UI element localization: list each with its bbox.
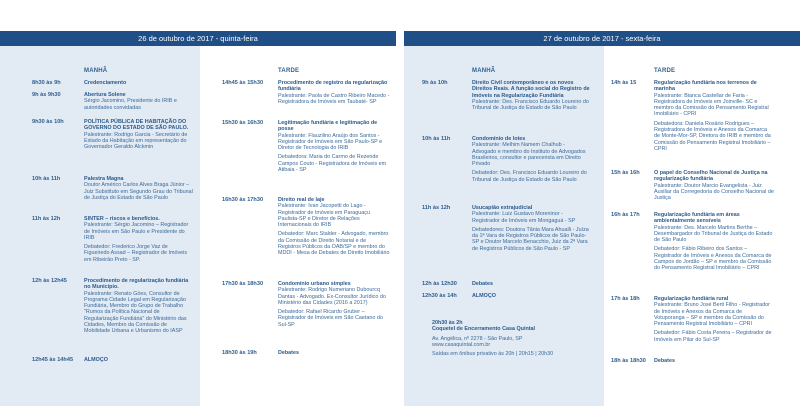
slot-time: 11h às 12h — [32, 216, 61, 222]
slot-description: Debatedores: Doutora Tânia Mara Ahualli - Juíza da 1ª Vara de Registros Públicos de São Paulo-SP e Doutor Marcelo Benacchio, Juiz da 2ª Vara de Registros Públicos de São Paulo - SP — [472, 226, 589, 252]
day2-afternoon-title: TARDE — [654, 68, 676, 74]
slot-title: Condomínio urbano simples — [278, 281, 351, 287]
slot-title: Usucapião extrajudicial — [472, 205, 533, 211]
slot-description: Debatedor: Fábio Ribeiro dos Santos – Registrador de Imóveis e Anexos da Comarca de Campos do Jordão – SP e membro da Comissão do Pensamento Registral Imobiliário – CPRI — [654, 246, 772, 272]
slot-description: Palestrante: Des. Francisco Eduardo Loureiro do Tribunal de Justiça do Estado de São Paulo — [472, 98, 589, 112]
slot-description: Palestrante: Bianca Castellar de Faria - Registradora de Imóveis em Joinville- SC e membro da Comissão do Pensamento Registral Imobiliário - CPRI — [654, 92, 769, 118]
slot-description: Palestrante: Melhim Namem Chalhub - Advogado e membro do Instituto de Advogados Brasileiros, consultor e parecerista em Direito Privado — [472, 142, 586, 168]
slot-title: Direito Civil contemporâneo e os novos Direitos Reais. A função social do Registro de Imóveis na Regularização Fundiária — [472, 80, 590, 99]
slot-time: 9h às 9h30 — [32, 92, 61, 98]
slot-description: Palestrante: Renato Góes, Consultor de Programa Cidade Legal em Regularização Fundiária, Membro do Grupo de Trabalho "Rumos da Política Nacional de Regularização Fundiária" do Ministério das Cidades, Membro da Comissão de Mobilidade Urbana e Urbanismo do IASP — [84, 290, 187, 335]
slot-entry — [84, 357, 194, 363]
slot-time: 12h às 12h30 — [422, 281, 457, 287]
slot-title: Procedimento de registro da regularização fundiária — [278, 80, 388, 93]
slot-entry — [654, 80, 774, 152]
slot-entry — [472, 281, 590, 287]
slot-time: 10h às 11h — [422, 136, 451, 142]
slot-description: Palestrante: Paola de Castro Ribeiro Macedo - Registradora de Imóveis em Taubaté- SP — [278, 92, 390, 105]
day1-morning-title: MANHÃ — [84, 68, 108, 74]
slot-description: Debatedora: Daniela Rosário Rodrigues – Registradora de Imóveis e Anexos da Comarca de Monte-Mor-SP, Diretora do IRIB e membro da Comissão do Pensamento Registral Imobiliário – CPRI — [654, 120, 771, 152]
slot-title: Credenciamento — [84, 80, 127, 86]
slot-description: Debatedor: Rafael Ricardo Gruber – Registrador de Imóveis em São Caetano do Sul-SP — [278, 309, 383, 328]
slot-title: Procedimento de regularização fundiária no Município. — [84, 278, 189, 291]
cocktail-time: 20h30 às 2h — [432, 320, 463, 326]
slot-title: ALMOÇO — [472, 293, 496, 299]
slot-description: Doutor Américo Carlos Alves Braga Júnior – Juiz Substituto em Segundo Grau do Tribunal de Justiça do Estado de São Paulo — [84, 182, 193, 201]
slot-entry — [84, 216, 194, 263]
slot-time: 8h30 às 9h — [32, 80, 61, 86]
day1-header: 26 de outubro de 2017 - quinta-feira — [0, 31, 396, 46]
slot-entry — [472, 205, 590, 252]
day1-afternoon-title: TARDE — [278, 68, 300, 74]
slot-title: SINTER – riscos e benefícios. — [84, 216, 160, 222]
slot-time: 12h às 12h45 — [32, 278, 67, 284]
slot-time: 9h às 10h — [422, 80, 448, 86]
slot-description: Palestrante: Bruno José Berti Filho - Registrador de Imóveis e Anexos da Comarca de Votuporanga – SP e membro da Comissão do Pensamento Registral Imobiliário – CPRI — [654, 302, 770, 328]
slot-description: Palestrante: Rodrigo Garcia - Secretário de Estado da Habitação em representação do Governador Geraldo Alckmin — [84, 131, 188, 151]
slot-time: 16h30 às 17h30 — [222, 197, 264, 203]
slot-entry — [654, 358, 774, 364]
slot-title: Debates — [472, 281, 493, 287]
slot-time: 12h30 às 14h — [422, 293, 457, 299]
slot-entry — [278, 350, 390, 356]
slot-time: 14h45 às 15h30 — [222, 80, 264, 86]
slot-description: Debatedor: Frederico Jorge Vaz de Figueiredo Assad – Registrador de Imóveis em Ribeirão Preto - SP. — [84, 244, 188, 263]
slot-title: Direito real de laje — [278, 197, 325, 203]
slot-description: Palestrante: Rodrigo Numeriano Dubourcq Dantas - Advogado. Ex-Consultor Jurídico do Ministério das Cidades (2016 a 2017) — [278, 287, 386, 306]
slot-entry — [84, 176, 194, 201]
slot-title: Legitimação fundiária e legitimação de posse — [278, 120, 378, 133]
slot-time: 17h30 às 18h30 — [222, 281, 264, 287]
slot-time: 10h às 11h — [32, 176, 61, 182]
slot-time: 12h45 às 14h45 — [32, 357, 74, 363]
slot-entry — [84, 278, 194, 335]
slot-description: Debatedora: Maria do Carmo de Rezende Campos Couto - Registradora de Imóveis em Atibaia - SP — [278, 154, 387, 174]
slot-entry — [278, 197, 390, 257]
slot-description: Sérgio Jacomino, Presidente do IRIB e autoridades convidadas — [84, 98, 177, 111]
slot-description: Palestrante: Sérgio Jacomino – Registrador de Imóveis em São Paulo e Presidente do IRIB — [84, 222, 189, 241]
slot-time: 11h às 12h — [422, 205, 451, 211]
slot-title: ALMOÇO — [84, 357, 108, 363]
slot-entry — [472, 80, 590, 111]
slot-time: 9h30 às 10h — [32, 119, 64, 125]
slot-entry — [278, 80, 390, 105]
slot-time: 18h às 18h30 — [611, 358, 646, 364]
slot-description: Palestrante: Ivan Jacopetti do Lago - Registrador de Imóveis em Paraguaçu Paulista-SP e Diretor de Relações Internacionais do IRIB — [278, 203, 370, 229]
slot-time: 14h às 15 — [611, 80, 637, 86]
slot-entry — [472, 293, 590, 299]
slot-description: Palestrante: Des. Marcelo Martins Berthe – Desembargador do Tribunal de Justiça do Estado de São Paulo — [654, 224, 773, 244]
slot-entry — [84, 80, 194, 86]
slot-entry — [278, 120, 390, 173]
slot-title: Palestra Magna — [84, 176, 124, 182]
slot-description: Debatedor: Des. Francisco Eduardo Loureiro do Tribunal de Justiça do Estado de São Paulo — [472, 170, 587, 183]
slot-title: POLÍTICA PÚBLICA DE HABITAÇÃO DO GOVERNO DO ESTADO DE SÃO PAULO. — [84, 119, 189, 132]
slot-title: Regularização fundiária em áreas ambientalmente sensíveis — [654, 212, 740, 225]
slot-entry — [84, 119, 194, 150]
slot-entry — [654, 296, 774, 343]
slot-time: 15h às 16h — [611, 170, 640, 176]
slot-title: Regularização fundiária rural — [654, 296, 729, 302]
slot-title: Condomínio de lotes — [472, 136, 526, 142]
day2-morning-title: MANHÃ — [472, 68, 496, 74]
slot-title: Debates — [654, 358, 675, 364]
cocktail-site: www.casaquintal.com.br — [432, 341, 491, 348]
slot-time: 18h30 às 19h — [222, 350, 257, 356]
slot-time: 15h30 às 16h30 — [222, 120, 264, 126]
slot-title: Debates — [278, 350, 299, 356]
slot-title: Abertura Solene — [84, 92, 126, 98]
slot-entry — [654, 212, 774, 272]
cocktail-title: Coquetel de Encerramento Casa Quintal — [432, 326, 536, 333]
cocktail-bus: Saídas em ônibus privativo às 20h | 20h15 | 20h30 — [432, 351, 554, 358]
day2-header: 27 de outubro de 2017 - sexta-feira — [404, 31, 800, 46]
slot-description: Debatedor: Fábio Costa Pereira – Registrador de Imóveis em Pilar do Sul-SP — [654, 330, 772, 343]
cocktail-block — [432, 320, 592, 357]
slot-entry — [654, 170, 774, 201]
slot-description: Debatedor: Marc Stalder - Advogado, membro da Comissão de Direito Notarial e de Registros Públicos da OAB/SP e membro do MDDI - Mesa de Debates de Direito Imobiliário — [278, 231, 390, 257]
slot-entry — [278, 281, 390, 328]
slot-entry — [472, 136, 590, 183]
slot-title: O papel do Conselho Nacional de Justiça na regularização fundiária — [654, 170, 768, 183]
slot-description: Palestrante: Flauzilino Araújo dos Santos - Registrador de Imóveis em São Paulo-SP e Diretor de Tecnologia do IRIB — [278, 132, 383, 152]
slot-time: 17h às 18h — [611, 296, 640, 302]
slot-description: Palestrante: Luiz Gustavo Moreninor - Registrador de Imóveis em Mongaguá - SP — [472, 211, 576, 224]
slot-entry — [84, 92, 194, 111]
cocktail-address: Av. Angélica, nº 2278 - São Paulo, SP — [432, 335, 523, 342]
slot-title: Regularização fundiária nos terrenos de marinha — [654, 80, 757, 93]
slot-description: Palestrante: Doutor Marcio Evangelista - Juiz Auxiliar da Corregedoria do Conselho Nacional de Justiça — [654, 182, 774, 202]
slot-time: 16h às 17h — [611, 212, 640, 218]
